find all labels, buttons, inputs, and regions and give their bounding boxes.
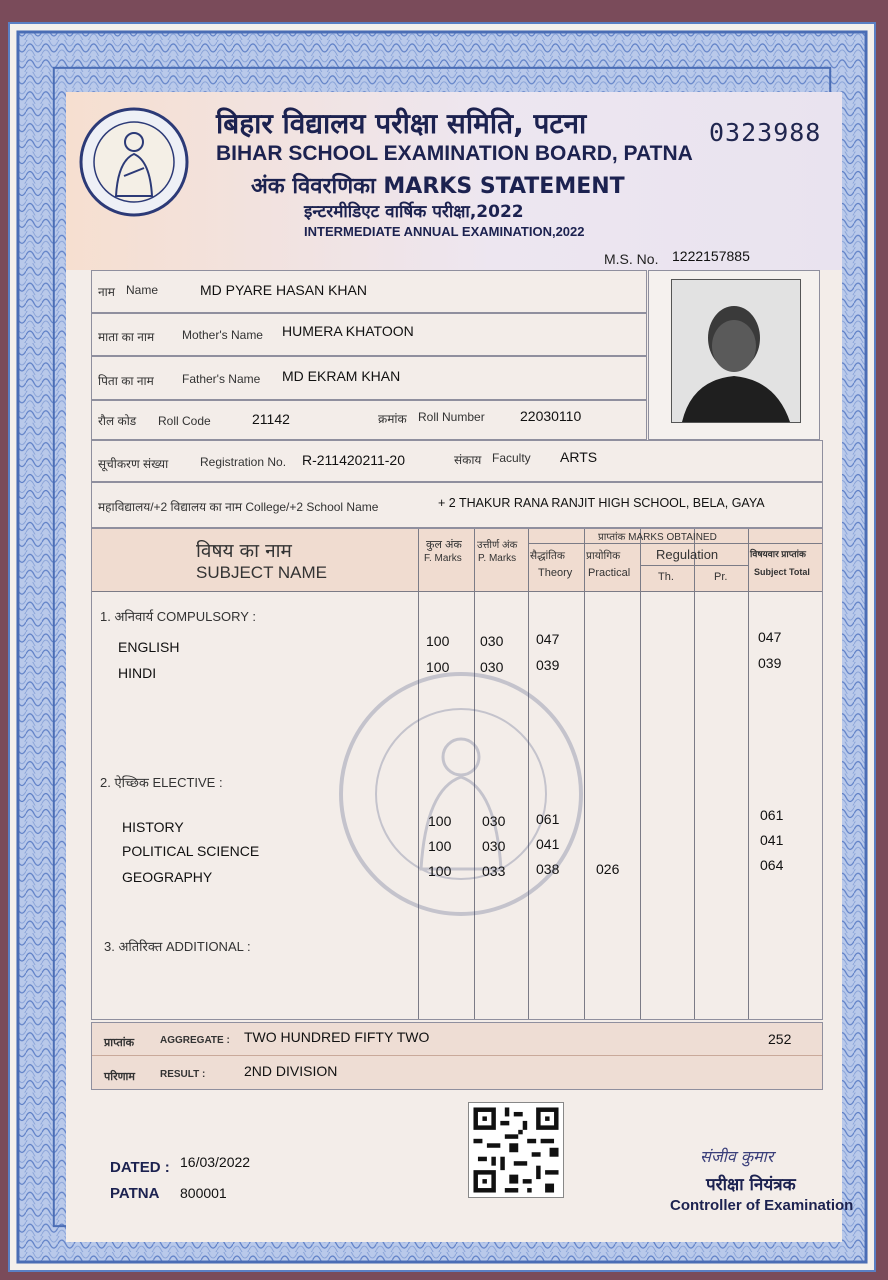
roll-code-label-hi: रौल कोड — [98, 414, 137, 428]
student-name: MD PYARE HASAN KHAN — [200, 282, 367, 298]
registration-label-en: Registration No. — [200, 455, 287, 469]
subject-name: HINDI — [118, 665, 157, 681]
section-additional-heading: 3. अतिरिक्त ADDITIONAL : — [104, 939, 251, 954]
subject-total: 061 — [760, 807, 784, 823]
theory-marks: 061 — [536, 811, 560, 827]
pin-code: 800001 — [180, 1185, 227, 1201]
full-marks: 100 — [428, 863, 452, 879]
controller-signature: संजीव कुमार — [700, 1147, 774, 1166]
full-marks: 100 — [428, 813, 452, 829]
subject-header-hindi: विषय का नाम — [196, 540, 292, 562]
theory-marks: 041 — [536, 836, 560, 852]
place-label: PATNA — [110, 1185, 160, 1202]
document-body — [66, 92, 854, 1242]
pass-marks: 033 — [482, 863, 506, 879]
subject-total: 047 — [758, 629, 782, 645]
roll-number-label-en: Roll Number — [418, 410, 485, 424]
controller-title-hindi: परीक्षा नियंत्रक — [706, 1175, 796, 1195]
field-name — [91, 270, 647, 313]
dated-label: DATED : — [110, 1159, 170, 1176]
subject-name: POLITICAL SCIENCE — [122, 843, 260, 859]
roll-number-value: 22030110 — [520, 408, 582, 424]
board-name-english: BIHAR SCHOOL EXAMINATION BOARD, PATNA — [216, 142, 693, 165]
pass-marks: 030 — [482, 813, 506, 829]
subject-name: ENGLISH — [118, 639, 180, 655]
mother-label-en: Mother's Name — [182, 328, 263, 342]
full-marks: 100 — [426, 659, 450, 675]
subject-name: GEOGRAPHY — [122, 869, 213, 885]
full-marks: 100 — [428, 838, 452, 854]
college-label: महाविद्यालय/+2 विद्यालय का नाम College/+2 School Name — [98, 500, 379, 514]
subject-total: 039 — [758, 655, 782, 671]
dated-value: 16/03/2022 — [180, 1154, 251, 1170]
father-label-en: Father's Name — [182, 372, 261, 386]
roll-number-label-hi: क्रमांक — [378, 412, 407, 426]
regulation-header: Regulation — [656, 547, 719, 562]
registration-value: R-211420211-20 — [302, 452, 406, 468]
full-marks: 100 — [426, 633, 450, 649]
mother-label-hi: माता का नाम — [98, 330, 155, 344]
full-marks-header-hi: कुल अंक — [426, 539, 462, 551]
registration-label-hi: सूचीकरण संख्या — [98, 457, 169, 471]
theory-header-en: Theory — [538, 567, 573, 579]
full-marks-header-en: F. Marks — [424, 553, 462, 564]
subject-total: 041 — [760, 832, 784, 848]
student-photo — [671, 279, 801, 423]
qr-code — [468, 1102, 564, 1198]
certificate-number: 0323988 — [709, 118, 822, 147]
board-logo-seal — [78, 106, 190, 218]
field-registration — [91, 440, 823, 482]
aggregate-value: 252 — [768, 1031, 792, 1047]
practical-header-hi: प्रायोगिक — [586, 550, 621, 562]
exam-name-hindi: इन्टरमीडिएट वार्षिक परीक्षा,2022 — [304, 202, 524, 222]
subject-total: 064 — [760, 857, 784, 873]
aggregate-label-en: AGGREGATE : — [160, 1035, 230, 1046]
theory-marks: 039 — [536, 657, 560, 673]
subject-name: HISTORY — [122, 819, 184, 835]
theory-marks: 047 — [536, 631, 560, 647]
controller-title-english: Controller of Examination — [670, 1197, 854, 1214]
regulation-practical-header: Pr. — [714, 571, 728, 583]
statement-title-english: MARKS STATEMENT — [383, 174, 625, 199]
name-label-hi: नाम — [98, 285, 115, 299]
practical-marks: 026 — [596, 861, 620, 877]
section-elective-heading: 2. ऐच्छिक ELECTIVE : — [100, 775, 223, 790]
subject-total-header-hi: विषयवार प्राप्तांक — [750, 549, 806, 559]
marks-statement-sheet — [8, 22, 876, 1272]
pass-marks-header-hi: उत्तीर्ण अंक — [477, 540, 518, 551]
name-label-en: Name — [126, 283, 159, 297]
subject-header-english: SUBJECT NAME — [196, 563, 327, 582]
marks-obtained-header: प्राप्तांक MARKS OBTAINED — [598, 532, 717, 543]
roll-code-label-en: Roll Code — [158, 414, 211, 428]
ms-no-value: 1222157885 — [672, 248, 750, 264]
section-compulsory-heading: 1. अनिवार्य COMPULSORY : — [100, 609, 256, 624]
pass-marks: 030 — [480, 633, 504, 649]
marks-table — [91, 528, 823, 1020]
regulation-theory-header: Th. — [658, 571, 674, 583]
father-label-hi: पिता का नाम — [98, 374, 154, 388]
pass-marks-header-en: P. Marks — [478, 553, 517, 564]
mother-name: HUMERA KHATOON — [282, 323, 414, 339]
board-name-hindi: बिहार विद्यालय परीक्षा समिति, पटना — [216, 107, 587, 140]
faculty-label-hi: संकाय — [454, 453, 482, 467]
field-roll — [91, 400, 647, 440]
field-college — [91, 482, 823, 528]
result-label-en: RESULT : — [160, 1069, 206, 1080]
ms-no-label: M.S. No. — [604, 251, 659, 267]
subject-total-header-en: Subject Total — [754, 567, 810, 577]
college-value: + 2 THAKUR RANA RANJIT HIGH SCHOOL, BELA, GAYA — [438, 496, 765, 510]
watermark-seal — [336, 669, 586, 919]
aggregate-label-hi: प्राप्तांक — [104, 1037, 135, 1049]
theory-header-hi: सैद्धांतिक — [530, 550, 565, 562]
statement-title-hindi: अंक विवरणिका — [251, 174, 376, 199]
father-name: MD EKRAM KHAN — [282, 368, 401, 384]
practical-header-en: Practical — [588, 567, 631, 579]
field-mother — [91, 313, 647, 356]
faculty-label-en: Faculty — [492, 451, 531, 465]
faculty-value: ARTS — [560, 449, 598, 465]
theory-marks: 038 — [536, 861, 560, 877]
exam-name-english: INTERMEDIATE ANNUAL EXAMINATION,2022 — [304, 224, 585, 239]
aggregate-in-words: TWO HUNDRED FIFTY TWO — [244, 1029, 430, 1045]
pass-marks: 030 — [480, 659, 504, 675]
pass-marks: 030 — [482, 838, 506, 854]
roll-code-value: 21142 — [252, 411, 290, 427]
field-father — [91, 356, 647, 400]
statement-title — [251, 170, 625, 200]
aggregate-result-band — [91, 1022, 823, 1090]
result-value: 2ND DIVISION — [244, 1063, 338, 1079]
student-photo-frame — [648, 270, 820, 440]
result-label-hi: परिणाम — [104, 1071, 135, 1083]
